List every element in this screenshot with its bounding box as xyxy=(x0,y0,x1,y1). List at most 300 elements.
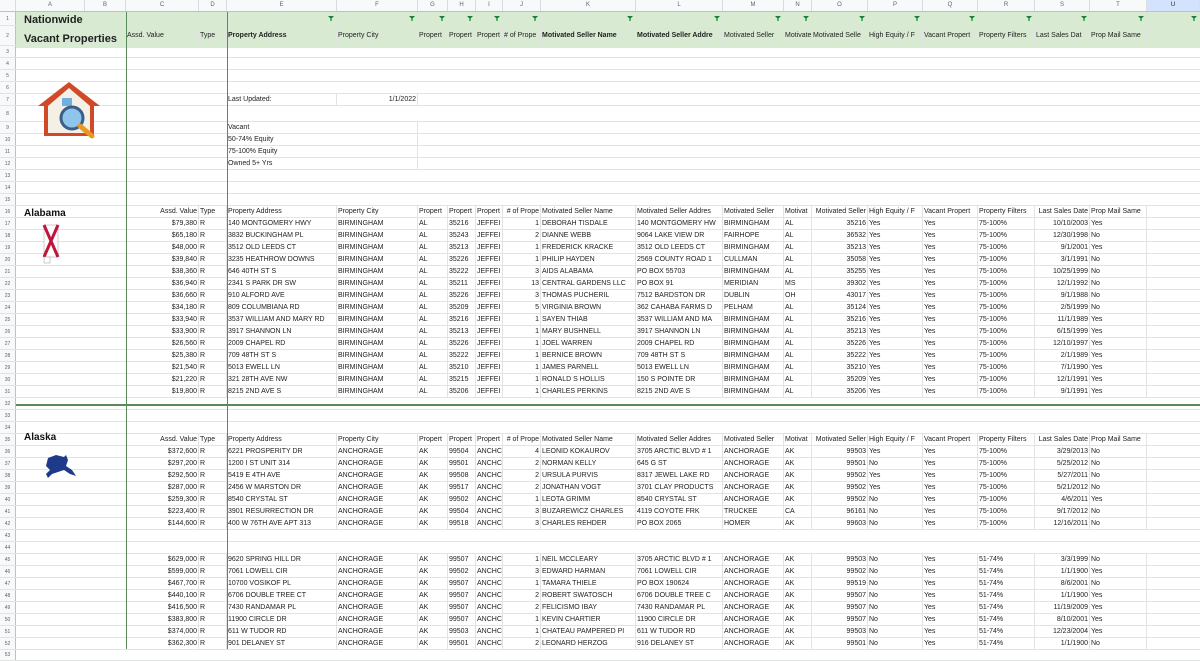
cell[interactable]: $33,900 xyxy=(126,326,199,337)
column-header-h[interactable]: H xyxy=(448,0,476,11)
cell[interactable]: ANCHORAGE xyxy=(723,626,784,637)
cell[interactable]: 5013 EWELL LN xyxy=(227,362,337,373)
cell[interactable]: Yes xyxy=(1090,338,1147,349)
cell[interactable]: 140 MONTGOMERY HWY xyxy=(227,218,337,229)
row-header[interactable]: 26 xyxy=(0,326,16,337)
row-header[interactable]: 17 xyxy=(0,218,16,229)
cell[interactable]: JEFFEI xyxy=(476,218,503,229)
cell[interactable]: 51-74% xyxy=(978,554,1035,565)
cell[interactable]: Yes xyxy=(1090,602,1147,613)
cell[interactable]: No xyxy=(868,518,923,529)
header-cell[interactable]: Last Sales Dat xyxy=(1035,26,1090,45)
column-header-c[interactable]: C xyxy=(126,0,199,11)
cell[interactable]: Last Sales Date xyxy=(1035,434,1090,445)
cell[interactable]: ANCHORAGE xyxy=(337,566,418,577)
cell[interactable]: Yes xyxy=(923,242,978,253)
cell[interactable]: No xyxy=(1090,254,1147,265)
column-header-u[interactable]: U xyxy=(1147,0,1200,11)
cell[interactable]: ANCHORAGE xyxy=(337,626,418,637)
cell[interactable]: No xyxy=(1090,290,1147,301)
last-updated-value[interactable]: 1/1/2022 xyxy=(337,94,418,105)
cell[interactable]: LEONID KOKAUROV xyxy=(541,446,636,457)
column-header-s[interactable]: S xyxy=(1035,0,1090,11)
cell[interactable]: AL xyxy=(418,326,448,337)
cell[interactable]: JEFFEI xyxy=(476,254,503,265)
cell[interactable]: R xyxy=(199,242,227,253)
cell[interactable]: Yes xyxy=(868,314,923,325)
cell[interactable]: AK xyxy=(784,578,812,589)
cell[interactable]: 35226 xyxy=(448,254,476,265)
cell[interactable]: R xyxy=(199,374,227,385)
cell[interactable]: ANCHC xyxy=(477,604,502,611)
cell[interactable]: 43017 xyxy=(812,290,868,301)
cell[interactable]: 35222 xyxy=(448,266,476,277)
cell[interactable]: AK xyxy=(418,446,448,457)
cell[interactable]: CHATEAU PAMPERED PI xyxy=(541,626,636,637)
cell[interactable]: 99501 xyxy=(448,458,476,469)
cell[interactable]: Yes xyxy=(923,506,978,517)
cell[interactable]: 1/1/1900 xyxy=(1035,638,1090,649)
cell[interactable]: R xyxy=(199,338,227,349)
cell[interactable]: AL xyxy=(418,302,448,313)
cell[interactable]: Yes xyxy=(923,278,978,289)
cell[interactable]: Yes xyxy=(868,326,923,337)
cell[interactable]: 3537 WILLIAM AND MARY RD xyxy=(227,314,337,325)
cell[interactable]: $440,100 xyxy=(126,590,199,601)
cell[interactable]: 99519 xyxy=(812,578,868,589)
column-header-j[interactable]: J xyxy=(503,0,541,11)
cell[interactable]: 99507 xyxy=(448,602,476,613)
cell[interactable]: SAYEN THIAB xyxy=(541,314,636,325)
cell[interactable]: DEBORAH TISDALE xyxy=(541,218,636,229)
cell[interactable]: Yes xyxy=(868,350,923,361)
cell[interactable]: Yes xyxy=(1090,242,1147,253)
column-header-f[interactable]: F xyxy=(337,0,418,11)
cell[interactable]: Yes xyxy=(1090,626,1147,637)
cell[interactable]: 2 xyxy=(503,230,541,241)
cell[interactable]: 1200 I ST UNIT 314 xyxy=(227,458,337,469)
cell[interactable]: Assd. Value xyxy=(126,434,199,445)
cell[interactable]: 10/10/2003 xyxy=(1035,218,1090,229)
cell[interactable]: BIRMINGHAM xyxy=(337,278,418,289)
cell[interactable]: Yes xyxy=(923,518,978,529)
cell[interactable]: ANCHORAGE xyxy=(337,554,418,565)
cell[interactable]: 2/5/1999 xyxy=(1035,302,1090,313)
cell[interactable]: $599,000 xyxy=(126,566,199,577)
cell[interactable]: 35216 xyxy=(812,314,868,325)
cell[interactable]: 35213 xyxy=(812,326,868,337)
cell[interactable]: AL xyxy=(418,386,448,397)
cell[interactable]: $416,500 xyxy=(126,602,199,613)
filter-icon[interactable] xyxy=(775,16,781,21)
cell[interactable]: Yes xyxy=(923,338,978,349)
cell[interactable]: R xyxy=(199,590,227,601)
cell[interactable]: Yes xyxy=(923,494,978,505)
cell[interactable]: JONATHAN VOGT xyxy=(541,482,636,493)
cell[interactable]: 35213 xyxy=(812,242,868,253)
cell[interactable]: BIRMINGHAM xyxy=(337,362,418,373)
cell[interactable]: LEONARD HERZOG xyxy=(541,638,636,649)
cell[interactable]: ANCHC xyxy=(477,580,502,587)
cell[interactable]: Yes xyxy=(1090,374,1147,385)
cell[interactable]: Yes xyxy=(1090,566,1147,577)
cell[interactable]: Yes xyxy=(868,338,923,349)
cell[interactable]: 611 W TUDOR RD xyxy=(227,626,337,637)
filter-icon[interactable] xyxy=(1081,16,1087,21)
row-header[interactable]: 14 xyxy=(0,182,16,193)
row-header[interactable]: 37 xyxy=(0,458,16,469)
cell[interactable]: 75-100% xyxy=(978,458,1035,469)
row-header[interactable]: 10 xyxy=(0,134,16,145)
cell[interactable]: 1 xyxy=(503,614,541,625)
cell[interactable]: 75-100% xyxy=(978,218,1035,229)
cell[interactable]: ANCHORAGE xyxy=(337,602,418,613)
cell[interactable]: R xyxy=(199,290,227,301)
cell[interactable]: ANCHORAGE xyxy=(723,602,784,613)
cell[interactable]: ANCHORAGE xyxy=(723,494,784,505)
filter-icon[interactable] xyxy=(914,16,920,21)
cell[interactable]: 35206 xyxy=(812,386,868,397)
cell[interactable]: 8/6/2001 xyxy=(1035,578,1090,589)
cell[interactable]: $259,300 xyxy=(126,494,199,505)
cell[interactable]: ANCHC xyxy=(477,484,502,491)
cell[interactable]: ANCHC xyxy=(477,460,502,467)
cell[interactable]: BIRMINGHAM xyxy=(723,314,784,325)
cell[interactable]: 6/15/1999 xyxy=(1035,326,1090,337)
cell[interactable]: 12/30/1998 xyxy=(1035,230,1090,241)
cell[interactable]: 99508 xyxy=(448,470,476,481)
cell[interactable]: High Equity / F xyxy=(868,434,923,445)
cell[interactable]: AL xyxy=(418,362,448,373)
cell[interactable]: Property City xyxy=(337,434,418,445)
cell[interactable]: 3512 OLD LEEDS CT xyxy=(227,242,337,253)
cell[interactable]: 35206 xyxy=(448,386,476,397)
cell[interactable]: R xyxy=(199,254,227,265)
cell[interactable]: 1 xyxy=(503,314,541,325)
cell[interactable]: 75-100% xyxy=(978,254,1035,265)
cell[interactable]: 51-74% xyxy=(978,614,1035,625)
cell[interactable]: Type xyxy=(199,434,227,445)
cell[interactable]: 51-74% xyxy=(978,626,1035,637)
row-header[interactable]: 15 xyxy=(0,194,16,205)
filter-icon[interactable] xyxy=(859,16,865,21)
cell[interactable]: Yes xyxy=(868,446,923,457)
cell[interactable]: BIRMINGHAM xyxy=(723,362,784,373)
cell[interactable]: Yes xyxy=(923,458,978,469)
cell[interactable]: 4119 COYOTE FRK xyxy=(636,506,723,517)
cell[interactable]: Yes xyxy=(923,350,978,361)
cell[interactable]: 5 xyxy=(503,302,541,313)
cell[interactable]: No xyxy=(868,638,923,649)
cell[interactable]: 75-100% xyxy=(978,266,1035,277)
cell[interactable]: ANCHC xyxy=(477,448,502,455)
cell[interactable]: 51-74% xyxy=(978,638,1035,649)
cell[interactable]: VIRGINIA BROWN xyxy=(541,302,636,313)
cell[interactable]: BIRMINGHAM xyxy=(337,386,418,397)
cell[interactable]: 8215 2ND AVE S xyxy=(636,386,723,397)
cell[interactable]: 10700 VOSIKOF PL xyxy=(227,578,337,589)
cell[interactable]: 99502 xyxy=(812,470,868,481)
cell[interactable]: AK xyxy=(418,590,448,601)
row-header[interactable]: 6 xyxy=(0,82,16,93)
cell[interactable]: AK xyxy=(784,638,812,649)
cell[interactable]: No xyxy=(868,602,923,613)
cell[interactable]: AL xyxy=(784,326,812,337)
cell[interactable]: $362,300 xyxy=(126,638,199,649)
cell[interactable]: PHILIP HAYDEN xyxy=(541,254,636,265)
cell[interactable]: 35210 xyxy=(812,362,868,373)
cell[interactable]: No xyxy=(1090,302,1147,313)
cell[interactable]: Yes xyxy=(923,614,978,625)
cell[interactable]: TRUCKEE xyxy=(723,506,784,517)
cell[interactable]: 75-100% xyxy=(978,290,1035,301)
cell[interactable]: ANCHC xyxy=(477,568,502,575)
cell[interactable]: 75-100% xyxy=(978,374,1035,385)
cell[interactable]: ANCHORAGE xyxy=(723,554,784,565)
cell[interactable]: 75-100% xyxy=(978,326,1035,337)
cell[interactable]: 99502 xyxy=(812,494,868,505)
header-cell[interactable]: Motivated Seller xyxy=(723,26,784,45)
row-header[interactable]: 33 xyxy=(0,410,16,421)
cell[interactable]: AK xyxy=(784,446,812,457)
cell[interactable]: 2569 COUNTY ROAD 1 xyxy=(636,254,723,265)
cell[interactable]: 8/10/2001 xyxy=(1035,614,1090,625)
row-header[interactable]: 2 xyxy=(0,26,16,45)
cell[interactable]: 400 W 76TH AVE APT 313 xyxy=(227,518,337,529)
cell[interactable]: $287,000 xyxy=(126,482,199,493)
cell[interactable]: 5/27/2011 xyxy=(1035,470,1090,481)
cell[interactable]: 99503 xyxy=(812,554,868,565)
cell[interactable]: ANCHORAGE xyxy=(337,494,418,505)
row-header[interactable]: 9 xyxy=(0,122,16,133)
cell[interactable]: No xyxy=(868,590,923,601)
cell[interactable]: 11900 CIRCLE DR xyxy=(227,614,337,625)
column-header-t[interactable]: T xyxy=(1090,0,1147,11)
cell[interactable]: AL xyxy=(784,242,812,253)
cell[interactable]: Property Filters xyxy=(978,206,1035,217)
cell[interactable]: FREDERICK KRACKE xyxy=(541,242,636,253)
cell[interactable]: JAMES PARNELL xyxy=(541,362,636,373)
cell[interactable]: 8540 CRYSTAL ST xyxy=(636,494,723,505)
cell[interactable]: AK xyxy=(418,554,448,565)
row-header[interactable]: 53 xyxy=(0,650,16,660)
cell[interactable]: 12/16/2011 xyxy=(1035,518,1090,529)
cell[interactable]: 75-100% xyxy=(978,350,1035,361)
cell[interactable]: 5013 EWELL LN xyxy=(636,362,723,373)
cell[interactable]: 3235 HEATHROW DOWNS xyxy=(227,254,337,265)
cell[interactable]: $33,940 xyxy=(126,314,199,325)
row-header[interactable]: 19 xyxy=(0,242,16,253)
cell[interactable]: R xyxy=(199,566,227,577)
cell[interactable]: No xyxy=(868,494,923,505)
cell[interactable]: Motivated Seller Addres xyxy=(636,434,723,445)
cell[interactable]: AL xyxy=(784,266,812,277)
cell[interactable]: MS xyxy=(784,278,812,289)
cell[interactable]: 1 xyxy=(503,338,541,349)
cell[interactable]: 51-74% xyxy=(978,566,1035,577)
cell[interactable]: $25,380 xyxy=(126,350,199,361)
cell[interactable]: CENTRAL GARDENS LLC xyxy=(541,278,636,289)
filter-icon[interactable] xyxy=(1191,16,1197,21)
cell[interactable]: 2009 CHAPEL RD xyxy=(227,338,337,349)
cell[interactable]: 611 W TUDOR RD xyxy=(636,626,723,637)
row-header[interactable]: 27 xyxy=(0,338,16,349)
cell[interactable]: 5/21/2012 xyxy=(1035,482,1090,493)
cell[interactable]: AK xyxy=(418,614,448,625)
cell[interactable]: AL xyxy=(418,290,448,301)
cell[interactable]: Motivated Seller xyxy=(723,206,784,217)
cell[interactable]: 2 xyxy=(503,590,541,601)
cell[interactable]: AIDS ALABAMA xyxy=(541,266,636,277)
cell[interactable]: 3832 BUCKINGHAM PL xyxy=(227,230,337,241)
cell[interactable]: AL xyxy=(784,350,812,361)
cell[interactable]: 99507 xyxy=(812,590,868,601)
row-header[interactable]: 13 xyxy=(0,170,16,181)
cell[interactable]: R xyxy=(199,470,227,481)
cell[interactable]: Property City xyxy=(337,206,418,217)
cell[interactable]: 96161 xyxy=(812,506,868,517)
cell[interactable]: Yes xyxy=(923,314,978,325)
cell[interactable]: AK xyxy=(418,470,448,481)
cell[interactable]: 99507 xyxy=(448,590,476,601)
cell[interactable]: BUZAREWICZ CHARLES xyxy=(541,506,636,517)
cell[interactable]: 75-100% xyxy=(978,242,1035,253)
cell[interactable]: Property Address xyxy=(227,434,337,445)
cell[interactable]: JEFFEI xyxy=(476,362,503,373)
cell[interactable]: 99503 xyxy=(812,446,868,457)
cell[interactable]: Yes xyxy=(1090,494,1147,505)
cell[interactable]: CA xyxy=(784,506,812,517)
cell[interactable]: 99502 xyxy=(448,566,476,577)
cell[interactable]: No xyxy=(868,578,923,589)
cell[interactable]: 99507 xyxy=(448,578,476,589)
row-header[interactable]: 20 xyxy=(0,254,16,265)
row-header[interactable]: 3 xyxy=(0,46,16,57)
cell[interactable]: NEIL MCCLEARY xyxy=(541,554,636,565)
cell[interactable]: ANCHORAGE xyxy=(723,614,784,625)
cell[interactable]: 35226 xyxy=(448,338,476,349)
cell[interactable]: AK xyxy=(784,626,812,637)
cell[interactable]: R xyxy=(199,386,227,397)
cell[interactable]: AK xyxy=(418,626,448,637)
cell[interactable]: ANCHORAGE xyxy=(337,518,418,529)
cell[interactable]: Yes xyxy=(923,362,978,373)
cell[interactable]: Yes xyxy=(923,266,978,277)
cell[interactable]: JEFFEI xyxy=(476,266,503,277)
cell[interactable]: Motivated Seller Name xyxy=(541,206,636,217)
cell[interactable]: 35216 xyxy=(448,314,476,325)
cell[interactable]: ANCHORAGE xyxy=(337,482,418,493)
cell[interactable]: 3 xyxy=(503,518,541,529)
cell[interactable]: AK xyxy=(784,518,812,529)
cell[interactable]: ROBERT SWATOSCH xyxy=(541,590,636,601)
cell[interactable]: Property Address xyxy=(227,206,337,217)
cell[interactable]: 7/1/1990 xyxy=(1035,362,1090,373)
cell[interactable]: BIRMINGHAM xyxy=(337,326,418,337)
cell[interactable]: 3917 SHANNON LN xyxy=(227,326,337,337)
cell[interactable]: 150 S POINTE DR xyxy=(636,374,723,385)
cell[interactable]: 99517 xyxy=(448,482,476,493)
cell[interactable]: 6706 DOUBLE TREE C xyxy=(636,590,723,601)
cell[interactable]: Yes xyxy=(868,242,923,253)
cell[interactable]: Yes xyxy=(868,362,923,373)
cell[interactable]: 99504 xyxy=(448,506,476,517)
cell[interactable]: No xyxy=(1090,446,1147,457)
cell[interactable]: Yes xyxy=(923,326,978,337)
column-header-g[interactable]: G xyxy=(418,0,448,11)
cell[interactable]: 35226 xyxy=(812,338,868,349)
cell[interactable]: 2 xyxy=(503,470,541,481)
cell[interactable]: Yes xyxy=(1090,314,1147,325)
cell[interactable]: Yes xyxy=(923,470,978,481)
cell[interactable]: R xyxy=(199,506,227,517)
cell[interactable]: 2 xyxy=(503,638,541,649)
cell[interactable]: Yes xyxy=(1090,362,1147,373)
cell[interactable]: AK xyxy=(784,554,812,565)
cell[interactable]: AL xyxy=(784,374,812,385)
cell[interactable]: 35211 xyxy=(448,278,476,289)
cell[interactable]: $297,200 xyxy=(126,458,199,469)
cell[interactable]: AK xyxy=(784,602,812,613)
column-header-b[interactable]: B xyxy=(85,0,126,11)
cell[interactable]: CHARLES PERKINS xyxy=(541,386,636,397)
cell[interactable]: AL xyxy=(418,278,448,289)
cell[interactable]: AK xyxy=(418,566,448,577)
cell[interactable]: Last Sales Date xyxy=(1035,206,1090,217)
cell[interactable]: DIANNE WEBB xyxy=(541,230,636,241)
cell[interactable]: 35215 xyxy=(448,374,476,385)
cell[interactable]: 5419 E 4TH AVE xyxy=(227,470,337,481)
cell[interactable]: 12/1/1992 xyxy=(1035,278,1090,289)
cell[interactable]: 75-100% xyxy=(978,314,1035,325)
cell[interactable]: No xyxy=(1090,578,1147,589)
cell[interactable]: $79,380 xyxy=(126,218,199,229)
cell[interactable]: 35255 xyxy=(812,266,868,277)
row-header[interactable]: 16 xyxy=(0,206,16,217)
cell[interactable]: JEFFEI xyxy=(476,290,503,301)
cell[interactable]: 2009 CHAPEL RD xyxy=(636,338,723,349)
cell[interactable]: 35213 xyxy=(448,242,476,253)
header-cell[interactable]: Motivated Seller Addre xyxy=(636,26,723,45)
cell[interactable]: 99501 xyxy=(448,638,476,649)
cell[interactable]: 1 xyxy=(503,218,541,229)
cell[interactable]: Yes xyxy=(868,374,923,385)
cell[interactable]: AL xyxy=(418,242,448,253)
cell[interactable]: No xyxy=(868,554,923,565)
header-cell[interactable]: Type xyxy=(199,26,227,45)
filter-icon[interactable] xyxy=(467,16,473,21)
cell[interactable]: AL xyxy=(784,314,812,325)
row-header[interactable]: 8 xyxy=(0,106,16,121)
cell[interactable]: Yes xyxy=(868,278,923,289)
column-header-p[interactable]: P xyxy=(868,0,923,11)
cell[interactable]: AK xyxy=(418,638,448,649)
cell[interactable]: Yes xyxy=(1090,218,1147,229)
cell[interactable]: AK xyxy=(418,578,448,589)
cell[interactable]: 3917 SHANNON LN xyxy=(636,326,723,337)
cell[interactable]: $372,600 xyxy=(126,446,199,457)
cell[interactable]: URSULA PURVIS xyxy=(541,470,636,481)
cell[interactable]: 99507 xyxy=(812,614,868,625)
column-header-d[interactable]: D xyxy=(199,0,227,11)
cell[interactable]: RONALD S HOLLIS xyxy=(541,374,636,385)
cell[interactable]: JEFFEI xyxy=(476,338,503,349)
row-header[interactable]: 12 xyxy=(0,158,16,169)
cell[interactable]: 35210 xyxy=(448,362,476,373)
cell[interactable]: 3537 WILLIAM AND MA xyxy=(636,314,723,325)
cell[interactable]: 362 CAHABA FARMS D xyxy=(636,302,723,313)
cell[interactable]: BIRMINGHAM xyxy=(337,254,418,265)
